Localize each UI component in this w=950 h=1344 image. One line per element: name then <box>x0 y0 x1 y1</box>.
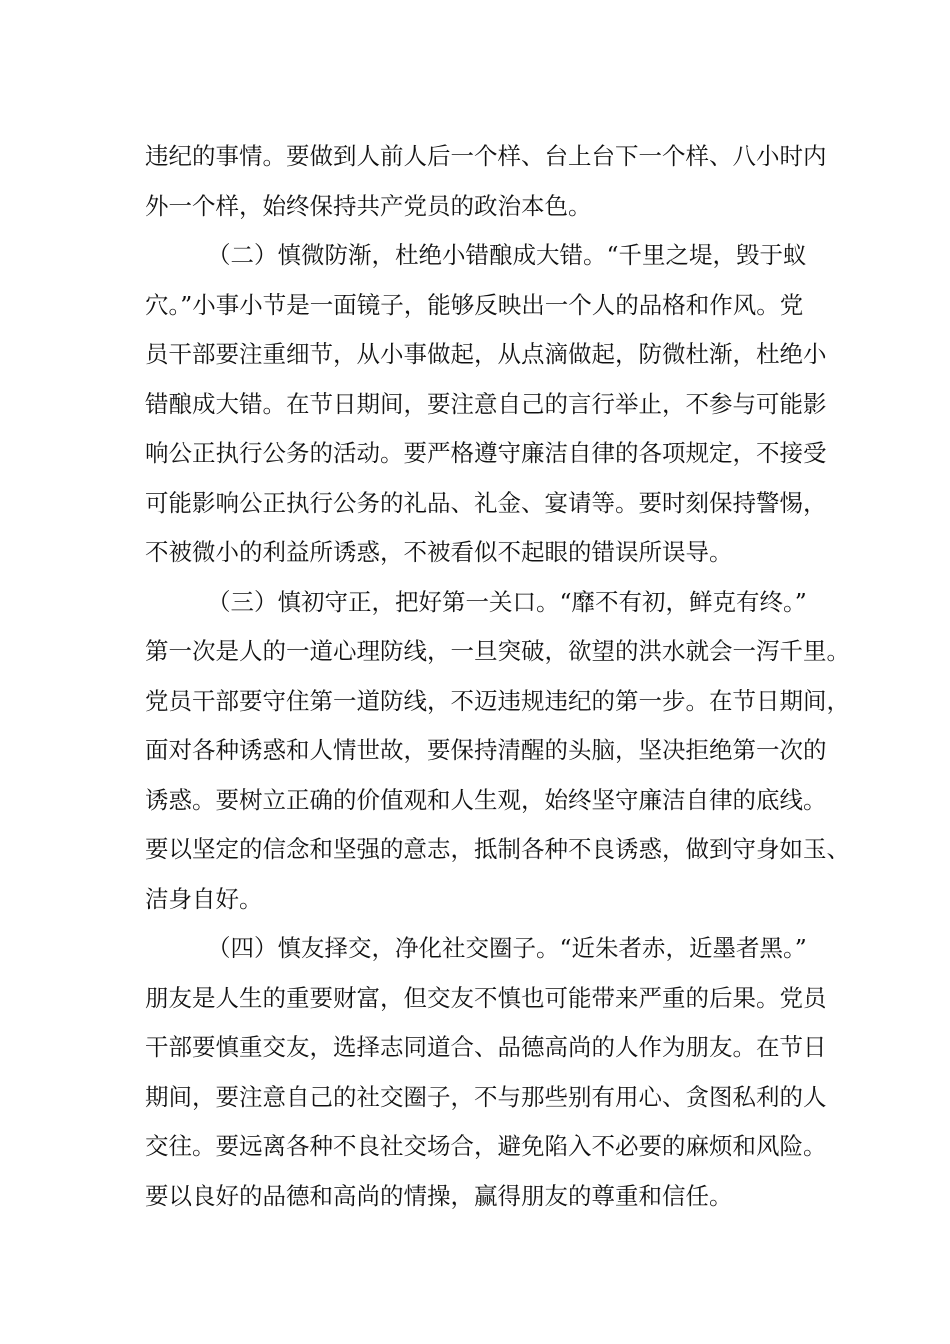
section-heading-line: （三）慎初守正，把好第一关口。“靡不有初，鲜克有终。” <box>207 587 807 616</box>
text-line: 面对各种诱惑和人情世故，要保持清醒的头脑，坚决拒绝第一次的 <box>145 736 827 764</box>
text-line: 不被微小的利益所诱惑，不被看似不起眼的错误所误导。 <box>145 538 733 566</box>
section-heading-line: （四）慎友择交，净化社交圈子。“近朱者赤，近墨者黑。” <box>207 934 807 962</box>
text-line: 朋友是人生的重要财富，但交友不慎也可能带来严重的后果。党员 <box>145 983 827 1012</box>
text-line: 洁身自好。 <box>145 884 263 913</box>
text-line: 交往。要远离各种不良社交场合，避免陷入不必要的麻烦和风险。 <box>145 1132 827 1160</box>
text-line: 要以良好的品德和高尚的情操，赢得朋友的尊重和信任。 <box>145 1181 733 1210</box>
text-line: 党员干部要守住第一道防线，不迈违规违纪的第一步。在节日期间， <box>145 686 850 715</box>
text-line: 期间，要注意自己的社交圈子，不与那些别有用心、贪图私利的人 <box>145 1082 827 1111</box>
text-line: 违纪的事情。要做到人前人后一个样、台上台下一个样、八小时内 <box>145 142 827 170</box>
text-line: 错酿成大错。在节日期间，要注意自己的言行举止，不参与可能影 <box>145 389 827 418</box>
text-line: 干部要慎重交友，选择志同道合、品德高尚的人作为朋友。在节日 <box>145 1033 827 1061</box>
text-line: 第一次是人的一道心理防线，一旦突破，欲望的洪水就会一泻千里。 <box>145 637 850 665</box>
text-line: 外一个样，始终保持共产党员的政治本色。 <box>145 191 592 220</box>
text-line: 要以坚定的信念和坚强的意志，抵制各种不良诱惑，做到守身如玉、 <box>145 835 850 863</box>
text-line: 员干部要注重细节，从小事做起，从点滴做起，防微杜渐，杜绝小 <box>145 340 827 368</box>
text-line: 诱惑。要树立正确的价值观和人生观，始终坚守廉洁自律的底线。 <box>145 785 827 814</box>
section-heading-line: （二）慎微防渐，杜绝小错酿成大错。“千里之堤，毁于蚁 <box>207 241 807 269</box>
text-line: 响公正执行公务的活动。要严格遵守廉洁自律的各项规定，不接受 <box>145 439 827 467</box>
document-body <box>145 132 850 1221</box>
text-line: 可能影响公正执行公务的礼品、礼金、宴请等。要时刻保持警惕， <box>145 488 827 517</box>
text-line: 穴。”小事小节是一面镜子，能够反映出一个人的品格和作风。党 <box>145 290 804 319</box>
